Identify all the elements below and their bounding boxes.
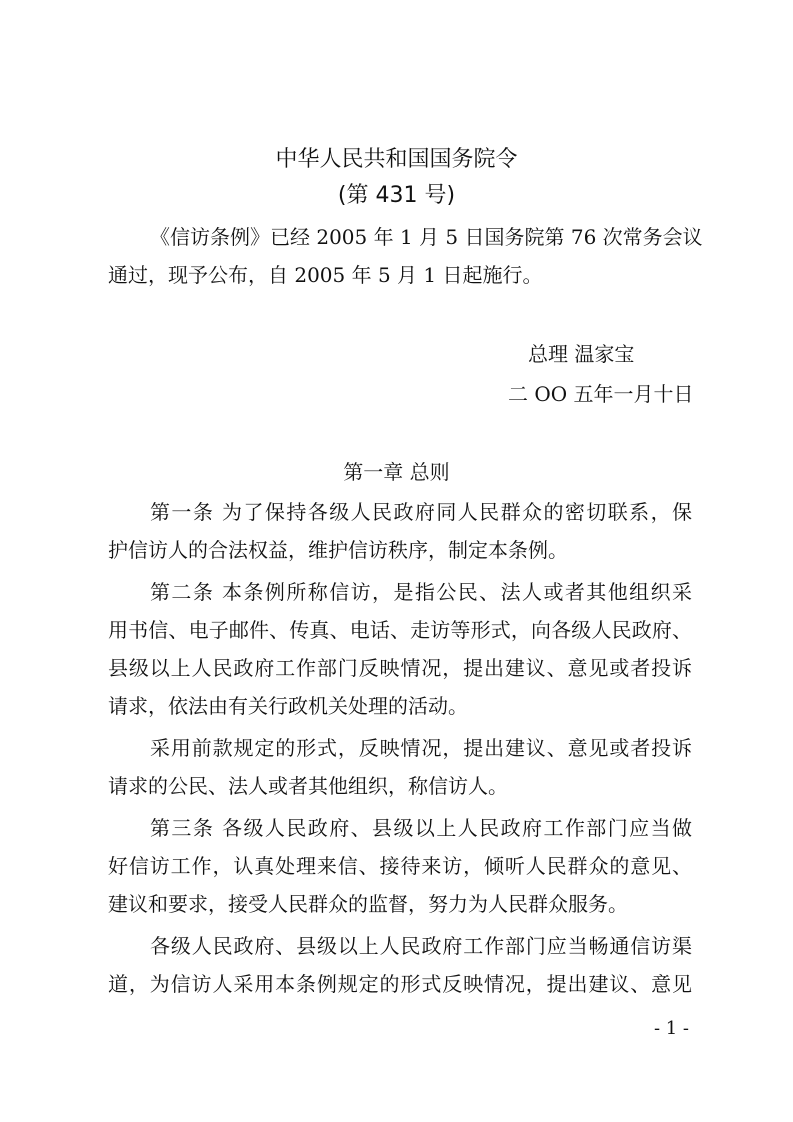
paragraph	[108, 809, 692, 923]
paragraph-line: 请求，依法由有关行政机关处理的活动。	[108, 694, 468, 718]
chapter-body	[108, 493, 692, 1007]
paragraph-line: 用书信、电子邮件、传真、电话、走访等形式，向各级人民政府、	[108, 618, 692, 642]
paragraph-line: 第三条 各级人民政府、县级以上人民政府工作部门应当做	[150, 816, 692, 840]
paragraph	[108, 729, 692, 805]
paragraph	[108, 493, 692, 569]
paragraph-line: 各级人民政府、县级以上人民政府工作部门应当畅通信访渠	[150, 934, 692, 958]
chapter-title: 第一章 总则	[343, 460, 450, 484]
paragraph-line: 采用前款规定的形式，反映情况，提出建议、意见或者投诉	[150, 736, 692, 760]
paragraph-line: 建议和要求，接受人民群众的监督，努力为人民群众服务。	[108, 892, 628, 916]
paragraph	[108, 927, 692, 1003]
decree-number: (第 431 号)	[337, 183, 456, 208]
decree-line: 通过，现予公布，自 2005 年 5 月 1 日起施行。	[108, 263, 543, 287]
paragraph-line: 护信访人的合法权益，维护信访秩序，制定本条例。	[108, 538, 568, 562]
decree-text	[108, 218, 703, 294]
paragraph-line: 好信访工作，认真处理来信、接待来访，倾听人民群众的意见、	[108, 854, 692, 878]
decree-date: 二 OO 五年一月十日	[508, 382, 694, 406]
page-number: - 1 -	[653, 1018, 689, 1039]
page-title: 中华人民共和国国务院令	[275, 147, 518, 172]
paragraph-line: 第一条 为了保持各级人民政府同人民群众的密切联系，保	[150, 500, 692, 524]
paragraph-line: 道，为信访人采用本条例规定的形式反映情况，提出建议、意见	[108, 972, 692, 996]
paragraph	[108, 573, 692, 725]
paragraph-line: 请求的公民、法人或者其他组织，称信访人。	[108, 774, 508, 798]
paragraph-line: 第二条 本条例所称信访，是指公民、法人或者其他组织采	[150, 580, 692, 604]
signatory: 总理 温家宝	[528, 342, 635, 366]
paragraph-line: 县级以上人民政府工作部门反映情况，提出建议、意见或者投诉	[108, 656, 692, 680]
decree-line: 《信访条例》已经 2005 年 1 月 5 日国务院第 76 次常务会议	[150, 225, 703, 249]
